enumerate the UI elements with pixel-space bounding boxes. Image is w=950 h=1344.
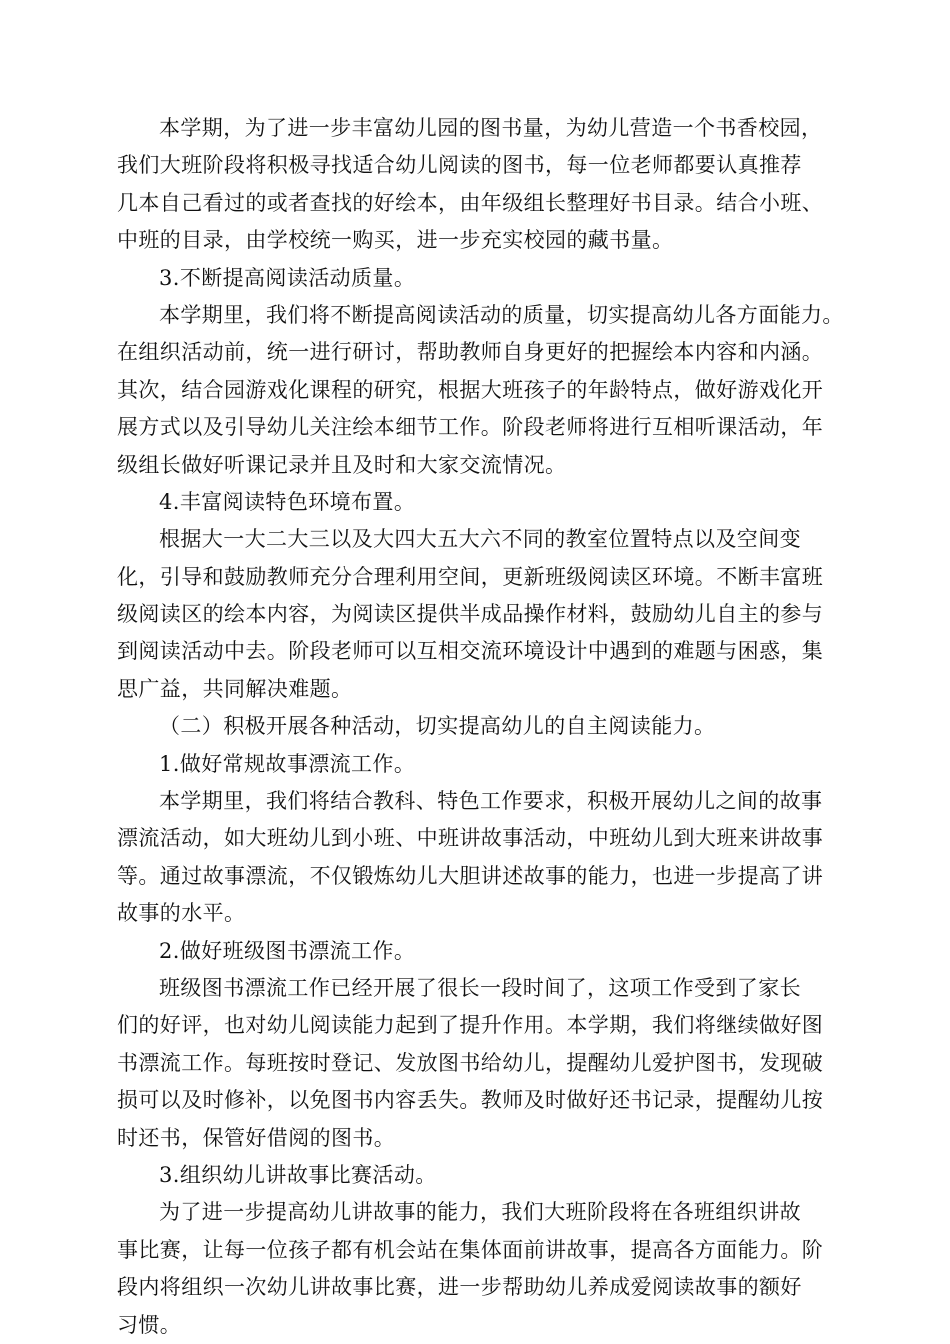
text-line: 们的好评，也对幼儿阅读能力起到了提升作用。本学期，我们将继续做好图 — [117, 1013, 824, 1038]
text-line: 4.丰富阅读特色环境布置。 — [159, 489, 416, 514]
text-line: 事比赛，让每一位孩子都有机会站在集体面前讲故事，提高各方面能力。阶 — [117, 1237, 824, 1262]
text-line: 本学期里，我们将不断提高阅读活动的质量，切实提高幼儿各方面能力。 — [159, 302, 844, 327]
text-line: 其次，结合园游戏化课程的研究，根据大班孩子的年龄特点，做好游戏化开 — [117, 377, 824, 402]
text-line: 展方式以及引导幼儿关注绘本细节工作。阶段老师将进行互相听课活动，年 — [117, 415, 824, 440]
text-line: 根据大一大二大三以及大四大五大六不同的教室位置特点以及空间变 — [159, 527, 801, 552]
text-line: 时还书，保管好借阅的图书。 — [117, 1125, 396, 1150]
text-line: 为了进一步提高幼儿讲故事的能力，我们大班阶段将在各班组织讲故 — [159, 1200, 801, 1225]
text-line: （二）积极开展各种活动，切实提高幼儿的自主阅读能力。 — [159, 714, 716, 739]
text-line: 等。通过故事漂流，不仅锻炼幼儿大胆讲述故事的能力，也进一步提高了讲 — [117, 863, 824, 888]
document-body — [117, 110, 844, 1344]
text-line: 到阅读活动中去。阶段老师可以互相交流环境设计中遇到的难题与困惑，集 — [117, 639, 824, 664]
text-line: 班级图书漂流工作已经开展了很长一段时间了，这项工作受到了家长 — [159, 975, 801, 1000]
text-line: 本学期，为了进一步丰富幼儿园的图书量，为幼儿营造一个书香校园， — [159, 116, 823, 140]
text-line: 书漂流工作。每班按时登记、发放图书给幼儿，提醒幼儿爱护图书，发现破 — [117, 1050, 824, 1075]
text-line: 漂流活动，如大班幼儿到小班、中班讲故事活动，中班幼儿到大班来讲故事 — [117, 826, 824, 851]
text-line: 本学期里，我们将结合教科、特色工作要求，积极开展幼儿之间的故事 — [159, 789, 823, 814]
text-line: 我们大班阶段将积极寻找适合幼儿阅读的图书，每一位老师都要认真推荐 — [117, 153, 802, 178]
text-line: 故事的水平。 — [117, 901, 246, 926]
text-line: 2.做好班级图书漂流工作。 — [159, 938, 416, 963]
text-line: 段内将组织一次幼儿讲故事比赛，进一步帮助幼儿养成爱阅读故事的额好 — [117, 1275, 802, 1300]
text-line: 化，引导和鼓励教师充分合理利用空间，更新班级阅读区环境。不断丰富班 — [117, 564, 824, 589]
text-line: 习惯。 — [117, 1312, 182, 1337]
text-line: 思广益，共同解决难题。 — [117, 676, 353, 701]
text-line: 3.组织幼儿讲故事比赛活动。 — [159, 1162, 437, 1187]
text-line: 几本自己看过的或者查找的好绘本，由年级组长整理好书目录。结合小班、 — [117, 190, 824, 215]
text-line: 级阅读区的绘本内容，为阅读区提供半成品操作材料，鼓励幼儿自主的参与 — [117, 602, 824, 627]
text-line: 级组长做好听课记录并且及时和大家交流情况。 — [117, 452, 567, 477]
text-line: 1.做好常规故事漂流工作。 — [159, 751, 416, 776]
text-line: 中班的目录，由学校统一购买，进一步充实校园的藏书量。 — [117, 228, 674, 253]
text-line: 3.不断提高阅读活动质量。 — [159, 265, 416, 290]
text-line: 在组织活动前，统一进行研讨，帮助教师自身更好的把握绘本内容和内涵。 — [117, 340, 824, 365]
text-line: 损可以及时修补，以免图书内容丢失。教师及时做好还书记录，提醒幼儿按 — [117, 1088, 824, 1113]
